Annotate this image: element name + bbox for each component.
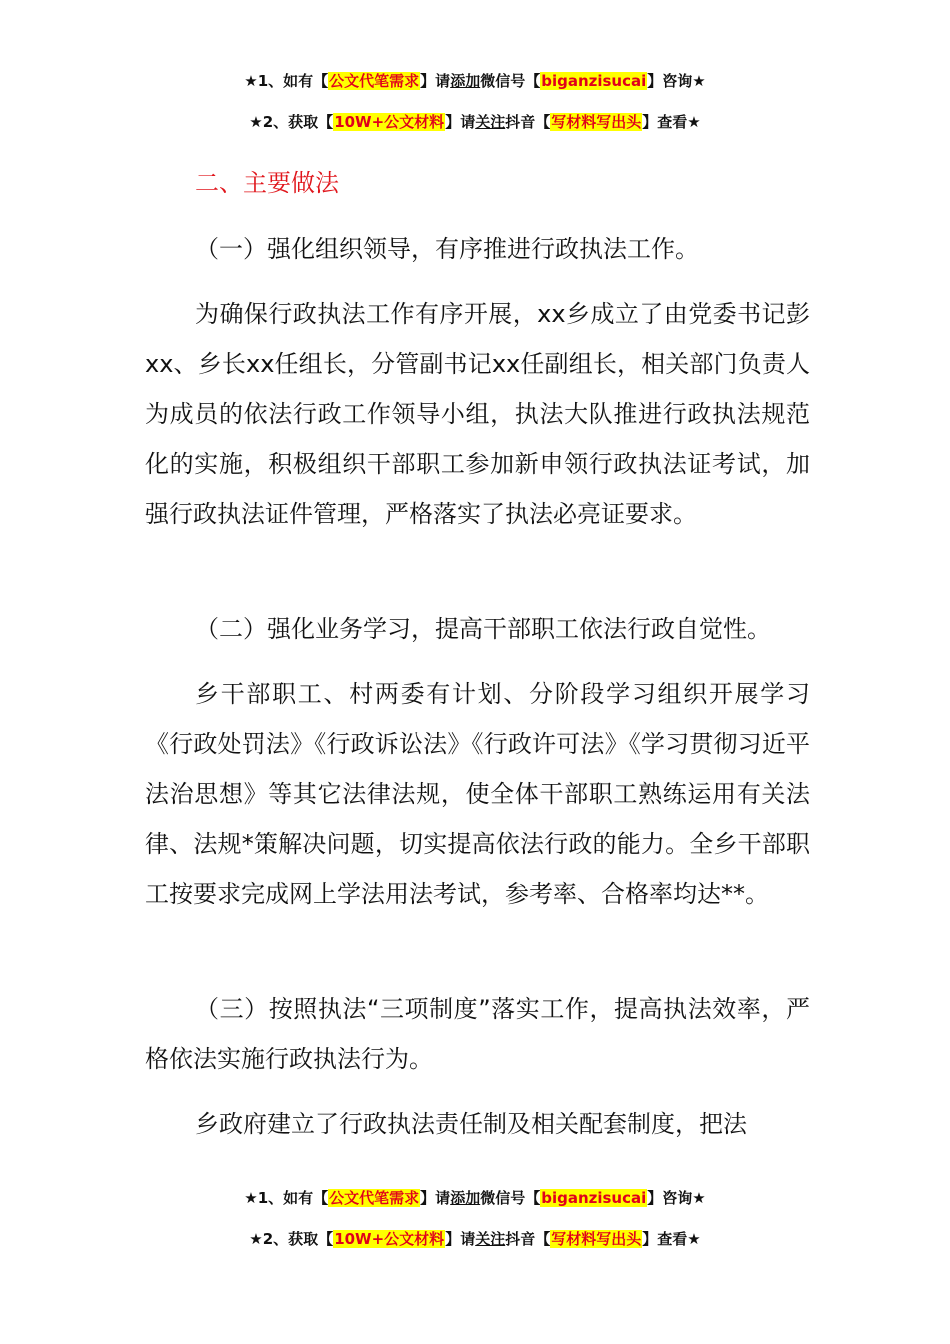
star-icon: ★ [249, 1230, 263, 1248]
paragraph-2: 乡干部职工、村两委有计划、分阶段学习组织开展学习《行政处罚法》《行政诉讼法》《行政许可法》《学习贯彻习近平法治思想》等其它法律法规，使全体干部职工熟练运用有关法律、法规*策解决问题，切实提高依法行政的能力。全乡干部职工按要求完成网上学法用法考试，参考率、合格率均达**。 [145, 680, 810, 908]
bottom-banner-line-1: ★1、如有【公文代笔需求】请添加微信号【biganzisucai】咨询★ [244, 1189, 706, 1207]
highlight-douyin: 写材料写出头 [551, 1230, 642, 1248]
bottom-banner-line-2: ★2、获取【10W+公文材料】请关注抖音【写材料写出头】查看★ [249, 1230, 701, 1248]
star-icon: ★ [244, 1189, 258, 1207]
top-banner-line-2: ★2、获取【10W+公文材料】请关注抖音【写材料写出头】查看★ [249, 113, 701, 131]
star-icon: ★ [244, 72, 258, 90]
subheading-2: （二）强化业务学习，提高干部职工依法行政自觉性。 [195, 615, 771, 643]
top-banner-line-1: ★1、如有【公文代笔需求】请添加微信号【biganzisucai】咨询★ [244, 72, 706, 90]
subheading-3: （三）按照执法“三项制度”落实工作，提高执法效率，严格依法实施行政执法行为。 [145, 995, 810, 1073]
highlight-douyin: 写材料写出头 [551, 113, 642, 131]
highlight-wechat-id: biganzisucai [541, 1189, 647, 1207]
highlight-materials: 10W+公文材料 [334, 113, 445, 131]
highlight-service: 公文代笔需求 [329, 1189, 420, 1207]
paragraph-1: 为确保行政执法工作有序开展，xx乡成立了由党委书记彭xx、乡长xx任组长，分管副书记xx任副组长，相关部门负责人为成员的依法行政工作领导小组，执法大队推进行政执法规范化的实施，积极组织干部职工参加新申领行政执法证考试，加强行政执法证件管理，严格落实了执法必亮证要求。 [145, 300, 810, 528]
highlight-service: 公文代笔需求 [329, 72, 420, 90]
subheading-1: （一）强化组织领导，有序推进行政执法工作。 [195, 235, 699, 263]
paragraph-3: 乡政府建立了行政执法责任制及相关配套制度，把法 [195, 1110, 747, 1138]
highlight-materials: 10W+公文材料 [334, 1230, 445, 1248]
highlight-wechat-id: biganzisucai [541, 72, 647, 90]
star-icon: ★ [249, 113, 263, 131]
section-heading: 二、主要做法 [195, 169, 339, 197]
